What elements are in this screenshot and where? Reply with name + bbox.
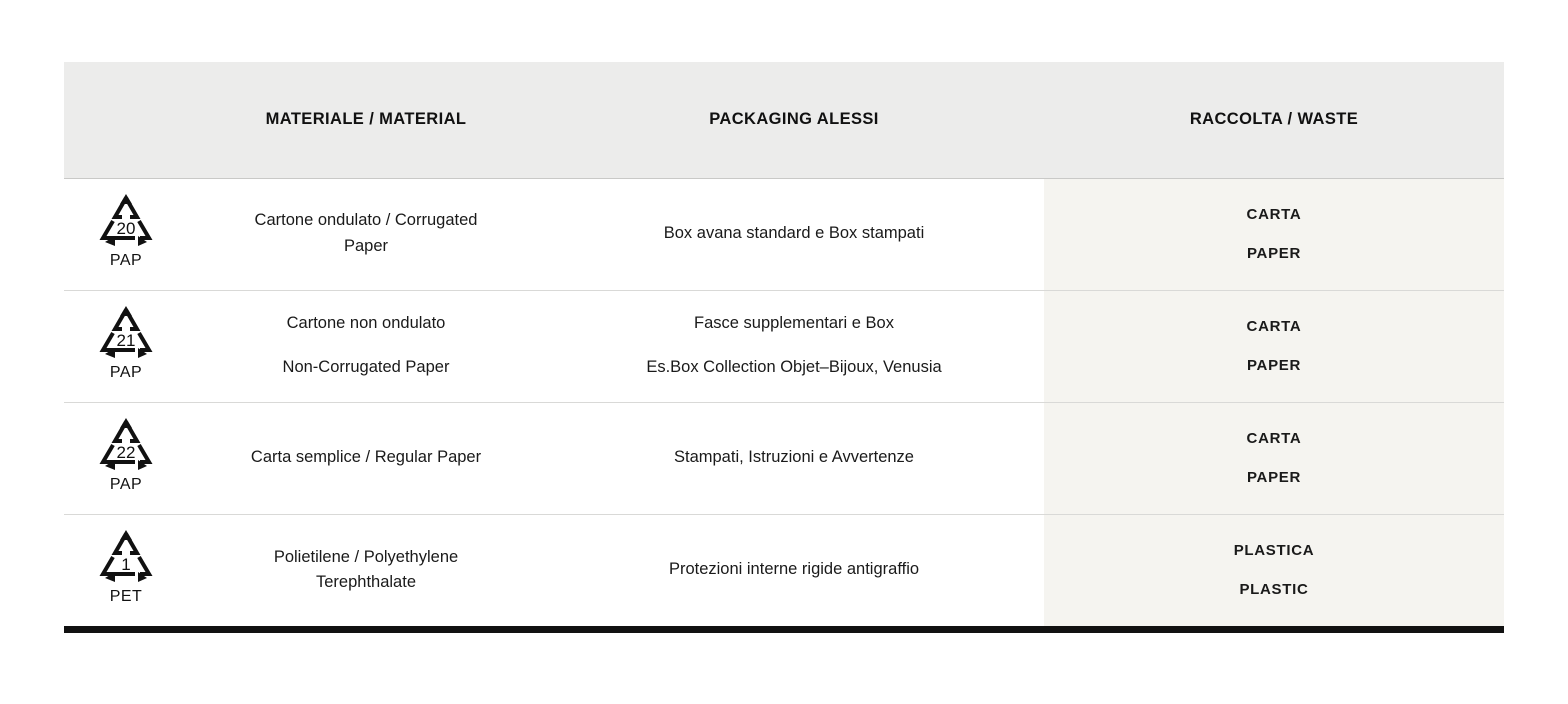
symbol-number: 1: [121, 555, 131, 575]
table-row: [64, 290, 1504, 402]
cell-packaging: [544, 178, 1044, 290]
cell-material: [188, 178, 544, 290]
symbol-code: PAP: [109, 476, 143, 494]
waste-label-it: CARTA: [1246, 317, 1302, 335]
material-line: Carta semplice / Regular Paper: [250, 448, 482, 467]
symbol-code: PET: [109, 588, 143, 606]
cell-waste: [1044, 290, 1504, 402]
column-header-symbol: [64, 62, 188, 178]
recycling-table-container: [64, 62, 1504, 626]
recycling-triangle-icon: [89, 528, 163, 610]
packaging-line: Stampati, Istruzioni e Avvertenze: [674, 448, 914, 467]
symbol-code: PAP: [109, 364, 143, 382]
cell-packaging: [544, 514, 1044, 626]
cell-symbol: [64, 290, 188, 402]
symbol-code: PAP: [109, 252, 143, 270]
cell-waste: [1044, 178, 1504, 290]
waste-label-it: PLASTICA: [1233, 542, 1315, 559]
symbol-number: 20: [116, 219, 136, 239]
cell-material: [188, 290, 544, 402]
material-line: Non-Corrugated Paper: [282, 358, 450, 376]
packaging-line: Es.Box Collection Objet–Bijoux, Venusia: [646, 358, 942, 376]
table-row: [64, 514, 1504, 626]
recycling-triangle-icon: [89, 304, 163, 386]
table-body: [64, 178, 1504, 626]
cell-symbol: [64, 402, 188, 514]
packaging-line: Protezioni interne rigide antigraffio: [668, 560, 920, 579]
waste-label-en: PAPER: [1246, 357, 1302, 374]
table-header: [64, 62, 1504, 178]
waste-label-it: CARTA: [1246, 205, 1302, 223]
cell-packaging: [544, 402, 1044, 514]
cell-material: [188, 514, 544, 626]
table-row: [64, 178, 1504, 290]
material-line: Cartone ondulato / Corrugated: [254, 211, 478, 230]
cell-waste: [1044, 402, 1504, 514]
waste-label-en: PAPER: [1246, 469, 1302, 486]
waste-label-en: PAPER: [1246, 245, 1302, 262]
cell-packaging: [544, 290, 1044, 402]
packaging-line: Fasce supplementari e Box: [694, 314, 894, 333]
column-header-packaging: PACKAGING ALESSI: [709, 110, 879, 129]
symbol-number: 21: [116, 331, 136, 351]
material-line: Paper: [343, 237, 389, 255]
column-header-waste: RACCOLTA / WASTE: [1189, 110, 1359, 129]
cell-material: [188, 402, 544, 514]
recycling-triangle-icon: [89, 192, 163, 274]
column-header-material: MATERIALE / MATERIAL: [265, 110, 467, 129]
waste-label-en: PLASTIC: [1239, 581, 1309, 599]
header-row: [64, 62, 1504, 178]
recycling-table: [64, 62, 1504, 626]
cell-waste: [1044, 514, 1504, 626]
material-line: Cartone non ondulato: [286, 314, 446, 333]
packaging-line: Box avana standard e Box stampati: [663, 224, 925, 243]
recycling-triangle-icon: [89, 416, 163, 498]
material-line: Polietilene / Polyethylene: [273, 547, 459, 566]
table-row: [64, 402, 1504, 514]
waste-label-it: CARTA: [1246, 429, 1302, 447]
symbol-number: 22: [116, 443, 136, 463]
cell-symbol: [64, 514, 188, 626]
material-line: Terephthalate: [316, 573, 416, 592]
cell-symbol: [64, 178, 188, 290]
table-bottom-rule: [64, 626, 1504, 633]
